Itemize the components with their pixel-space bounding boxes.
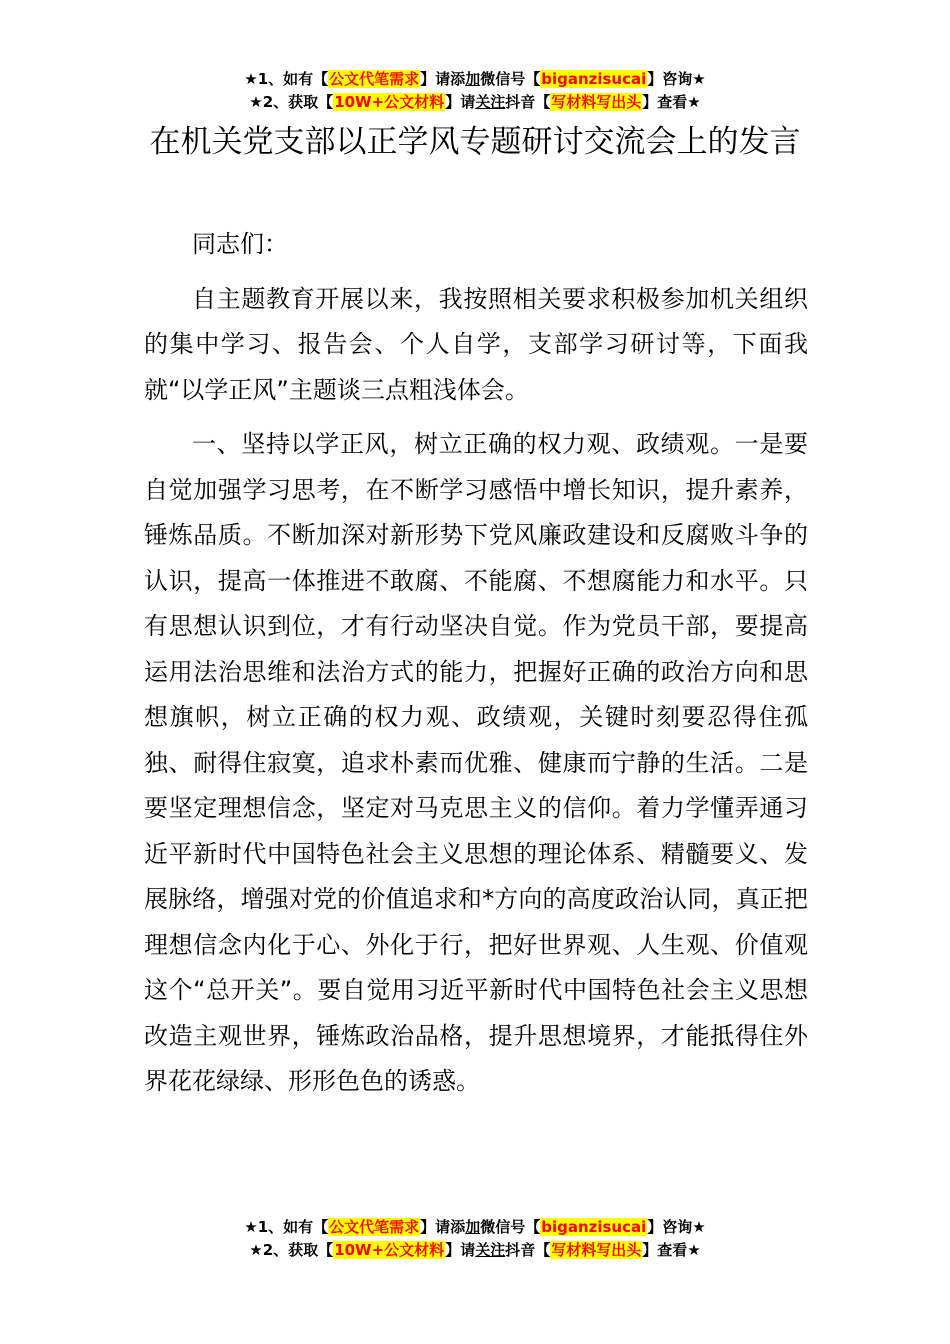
banner-line-1: ★1、如有【公文代笔需求】请添加微信号【biganzisucai】咨询★ [244, 1218, 706, 1236]
paragraph: 一、坚持以学正风，树立正确的权力观、政绩观。一是要自觉加强学习思考，在不断学习感悟中增长知识，提升素养，锤炼品质。不断加深对新形势下党风廉政建设和反腐败斗争的认识，提高一体推进不敢腐、不能腐、不想腐能力和水平。只有思想认识到位，才有行动坚决自觉。作为党员干部，要提高运用法治思维和法治方式的能力，把握好正确的政治方向和思想旗帜，树立正确的权力观、政绩观，关键时刻要忍得住孤独、耐得住寂寞，追求朴素而优雅、健康而宁静的生活。二是要坚定理想信念，坚定对马克思主义的信仰。着力学懂弄通习近平新时代中国特色社会主义思想的理论体系、精髓要义、发展脉络，增强对党的价值追求和*方向的高度政治认同，真正把理想信念内化于心、外化于行，把好世界观、人生观、价值观这个“总开关”。要自觉用习近平新时代中国特色社会主义思想改造主观世界，锤炼政治品格，提升思想境界，才能抵得住外界花花绿绿、形形色色的诱惑。 [144, 430, 808, 1095]
salutation: 同志们： [192, 230, 288, 258]
highlight-service: 公文代笔需求 [329, 70, 420, 88]
highlight-materials: 10W+公文材料 [334, 93, 445, 111]
highlight-wechat-id: biganzisucai [541, 70, 647, 88]
banner-line-1: ★1、如有【公文代笔需求】请添加微信号【biganzisucai】咨询★ [244, 70, 706, 88]
highlight-materials: 10W+公文材料 [334, 1241, 445, 1259]
highlight-douyin: 写材料写出头 [551, 1241, 642, 1259]
footer-banner [0, 1216, 950, 1262]
highlight-douyin: 写材料写出头 [551, 93, 642, 111]
banner-line-2: ★2、获取【10W+公文材料】请关注抖音【写材料写出头】查看★ [249, 1241, 701, 1259]
banner-line-2: ★2、获取【10W+公文材料】请关注抖音【写材料写出头】查看★ [249, 93, 701, 111]
highlight-wechat-id: biganzisucai [541, 1218, 647, 1236]
paragraph: 自主题教育开展以来，我按照相关要求积极参加机关组织的集中学习、报告会、个人自学，支部学习研讨等，下面我就“以学正风”主题谈三点粗浅体会。 [144, 284, 808, 404]
document-title: 在机关党支部以正学风专题研讨交流会上的发言 [149, 124, 801, 160]
document-body [144, 222, 808, 1114]
header-banner [0, 68, 950, 114]
highlight-service: 公文代笔需求 [329, 1218, 420, 1236]
